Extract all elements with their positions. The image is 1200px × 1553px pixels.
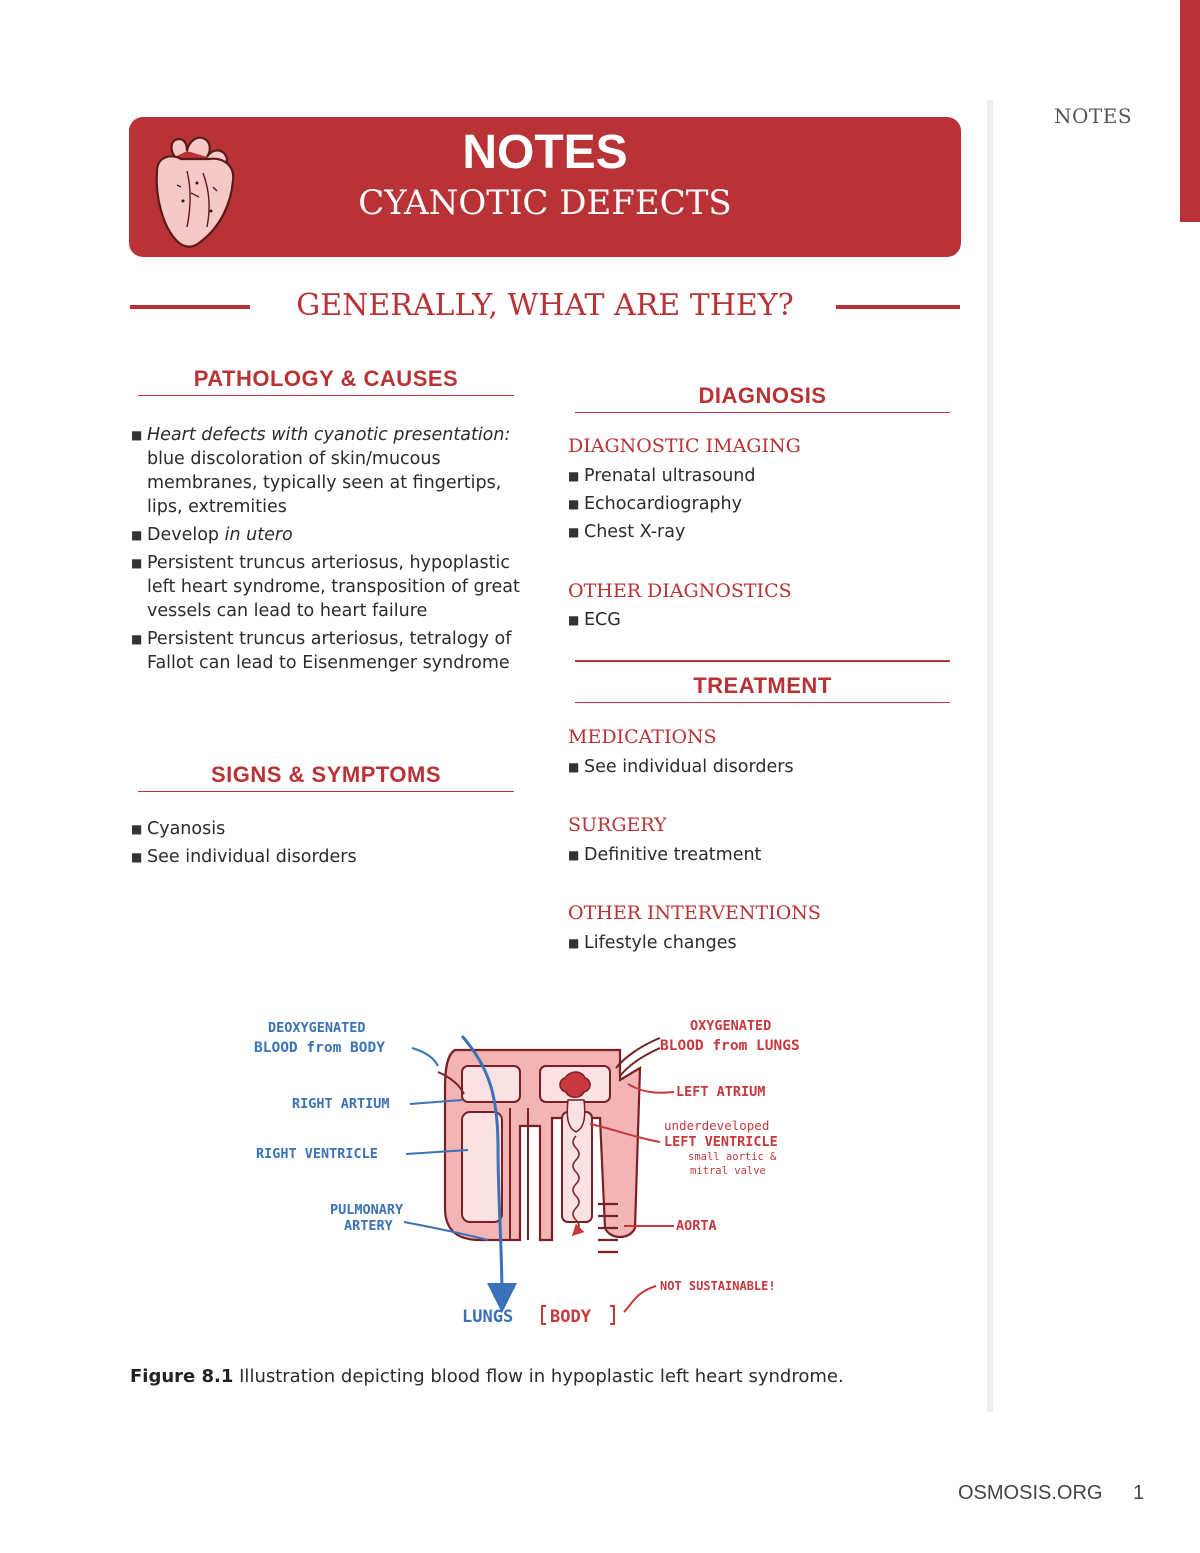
list-item: ■ Cyanosis xyxy=(131,817,521,841)
surgery-list xyxy=(568,843,948,871)
surgery-title: SURGERY xyxy=(568,814,667,836)
medications-list xyxy=(568,755,948,783)
other-interventions-title: OTHER INTERVENTIONS xyxy=(568,902,821,924)
footer-site: OSMOSIS.ORG xyxy=(958,1482,1103,1504)
label-deoxygenated: DEOXYGENATED xyxy=(268,1020,366,1036)
title-banner xyxy=(129,117,961,257)
pathology-item-1-rest: blue discoloration of skin/mucous membranes, typically seen at fingertips, lips, extremities xyxy=(147,449,502,517)
label-not-sustainable: NOT SUSTAINABLE! xyxy=(660,1279,776,1293)
list-item: ■ Chest X-ray xyxy=(568,520,948,544)
label-underdeveloped: underdeveloped xyxy=(664,1118,770,1133)
pathology-item-2-em: in utero xyxy=(224,525,293,545)
signs-list xyxy=(131,817,521,873)
list-item: ■ Definitive treatment xyxy=(568,843,948,867)
diagnostic-imaging-title: DIAGNOSTIC IMAGING xyxy=(568,435,801,457)
sidebar-notes-label: NOTES xyxy=(1054,104,1133,128)
heart-diagram xyxy=(438,1036,660,1298)
label-lungs: LUNGS xyxy=(462,1307,514,1327)
list-item: ■ Persistent truncus arteriosus, hypoplastic left heart syndrome, transposition of great vessels can lead to heart failure xyxy=(131,551,521,623)
list-item: ■ See individual disorders xyxy=(568,755,948,779)
figure-caption-text: Illustration depicting blood flow in hypoplastic left heart syndrome. xyxy=(233,1366,844,1387)
list-item: ■ See individual disorders xyxy=(131,845,521,869)
figure-caption-label: Figure 8.1 xyxy=(130,1366,234,1387)
list-item: ■ Echocardiography xyxy=(568,492,948,516)
pathology-heading: PATHOLOGY & CAUSES xyxy=(138,366,514,396)
label-blood-from-body: BLOOD from BODY xyxy=(254,1040,385,1056)
pathology-item-2-lead: Develop xyxy=(147,525,225,545)
label-artery: ARTERY xyxy=(344,1218,393,1234)
list-item: ■ Prenatal ultrasound xyxy=(568,464,948,488)
treatment-heading: TREATMENT xyxy=(575,673,950,703)
figure-caption xyxy=(130,1366,844,1387)
pathology-item-1-lead: Heart defects with cyanotic presentation: xyxy=(147,425,511,445)
chapter-tab xyxy=(1180,0,1200,222)
list-item: ■ Lifestyle changes xyxy=(568,931,948,955)
label-right-atrium: RIGHT ARTIUM xyxy=(292,1096,390,1112)
sidebar-divider xyxy=(987,100,993,1412)
label-left-atrium: LEFT ATRIUM xyxy=(676,1084,766,1100)
list-item: ■ Persistent truncus arteriosus, tetralogy of Fallot can lead to Eisenmenger syndrome xyxy=(131,627,521,675)
list-item xyxy=(131,523,521,547)
label-body: BODY xyxy=(550,1307,591,1327)
banner-title: NOTES xyxy=(462,126,628,179)
list-item: ■ ECG xyxy=(568,608,948,632)
diagnosis-heading: DIAGNOSIS xyxy=(575,383,950,413)
treatment-top-rule xyxy=(575,660,950,662)
label-right-ventricle: RIGHT VENTRICLE xyxy=(256,1146,378,1162)
label-pulmonary: PULMONARY xyxy=(330,1202,404,1218)
other-diagnostics-title: OTHER DIAGNOSTICS xyxy=(568,580,792,602)
label-small-valves-1: small aortic & xyxy=(688,1151,777,1163)
label-small-valves-2: mitral valve xyxy=(690,1165,766,1177)
banner-subtitle: CYANOTIC DEFECTS xyxy=(358,183,732,223)
signs-heading: SIGNS & SYMPTOMS xyxy=(138,762,514,792)
hlhs-illustration xyxy=(240,1008,860,1338)
pathology-list xyxy=(131,423,521,679)
other-interventions-list xyxy=(568,931,948,959)
label-blood-from-lungs: BLOOD from LUNGS xyxy=(660,1038,800,1054)
imaging-list xyxy=(568,464,948,548)
section-title: GENERALLY, WHAT ARE THEY? xyxy=(296,288,794,323)
other-diagnostics-list xyxy=(568,608,948,636)
list-item xyxy=(131,423,521,519)
label-oxygenated: OXYGENATED xyxy=(690,1018,772,1034)
section-heading xyxy=(130,286,960,336)
medications-title: MEDICATIONS xyxy=(568,726,717,748)
label-left-ventricle: LEFT VENTRICLE xyxy=(664,1134,778,1150)
footer-page-number: 1 xyxy=(1133,1482,1145,1504)
label-aorta: AORTA xyxy=(676,1218,717,1234)
